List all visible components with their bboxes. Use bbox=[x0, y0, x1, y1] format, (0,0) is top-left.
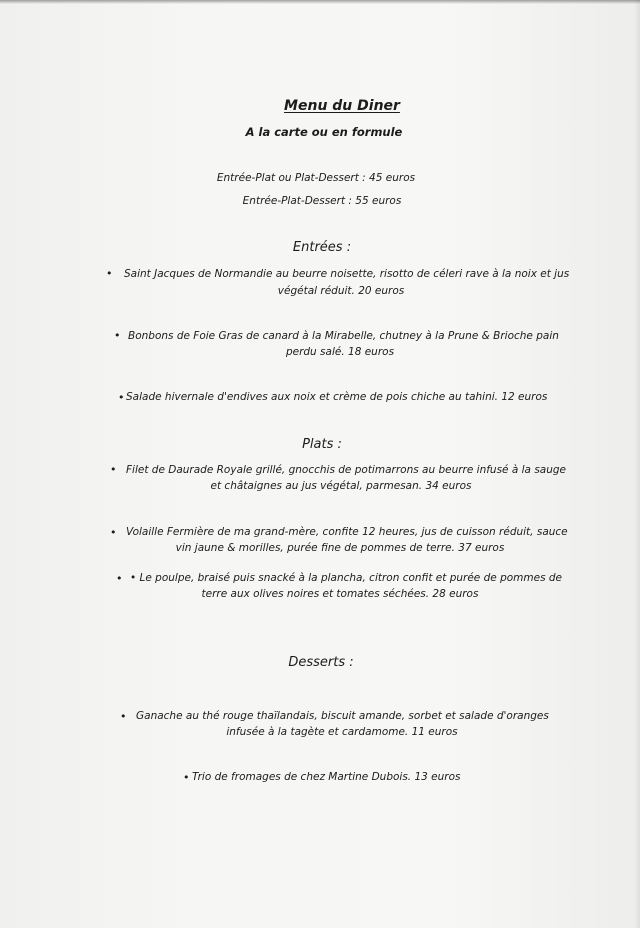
bullet-icon: • bbox=[183, 771, 190, 784]
bullet-icon: • bbox=[114, 329, 121, 342]
item-line: • Le poulpe, braisé puis snacké à la plancha, citron confit et purée de pommes de bbox=[130, 572, 563, 584]
bullet-icon: • bbox=[110, 463, 117, 476]
bullet-icon: • bbox=[106, 267, 113, 280]
menu-title: Menu du Diner bbox=[284, 98, 400, 114]
item-line: Bonbons de Foie Gras de canard à la Mirabelle, chutney à la Prune & Brioche pain bbox=[128, 330, 559, 342]
item-line: Volaille Fermière de ma grand-mère, confite 12 heures, jus de cuisson réduit, sauce bbox=[126, 526, 568, 538]
section-heading-plats: Plats : bbox=[302, 437, 342, 452]
bullet-icon: • bbox=[120, 710, 127, 723]
item-line: terre aux olives noires et tomates séchées. 28 euros bbox=[201, 588, 479, 600]
bullet-icon: • bbox=[110, 526, 117, 539]
item-line: Ganache au thé rouge thaïlandais, biscuit amande, sorbet et salade d'oranges bbox=[136, 710, 549, 722]
item-line: infusée à la tagète et cardamome. 11 euros bbox=[226, 726, 458, 738]
item-line: vin jaune & morilles, purée fine de pommes de terre. 37 euros bbox=[175, 542, 505, 554]
section-heading-desserts: Desserts : bbox=[288, 655, 354, 670]
item-line: Saint Jacques de Normandie au beurre noisette, risotto de céleri rave à la noix et jus bbox=[124, 268, 570, 280]
formula-entree-plat: Entrée-Plat ou Plat-Dessert : 45 euros bbox=[216, 172, 416, 184]
item-line: Salade hivernale d'endives aux noix et crème de pois chiche au tahini. 12 euros bbox=[126, 391, 548, 403]
page-top-shadow bbox=[0, 0, 640, 4]
section-heading-entrees: Entrées : bbox=[292, 240, 352, 255]
item-line: perdu salé. 18 euros bbox=[285, 346, 395, 358]
menu-subtitle: A la carte ou en formule bbox=[245, 125, 403, 139]
item-line: végétal réduit. 20 euros bbox=[277, 285, 405, 297]
formula-entree-plat-dessert: Entrée-Plat-Dessert : 55 euros bbox=[242, 195, 402, 207]
item-line: Trio de fromages de chez Martine Dubois. 13 euros bbox=[192, 771, 461, 783]
item-line: et châtaignes au jus végétal, parmesan. 34 euros bbox=[210, 480, 472, 492]
bullet-icon: • bbox=[118, 391, 125, 404]
bullet-icon: • bbox=[116, 572, 123, 585]
item-line: Filet de Daurade Royale grillé, gnocchis de potimarrons au beurre infusé à la sauge bbox=[126, 464, 567, 476]
